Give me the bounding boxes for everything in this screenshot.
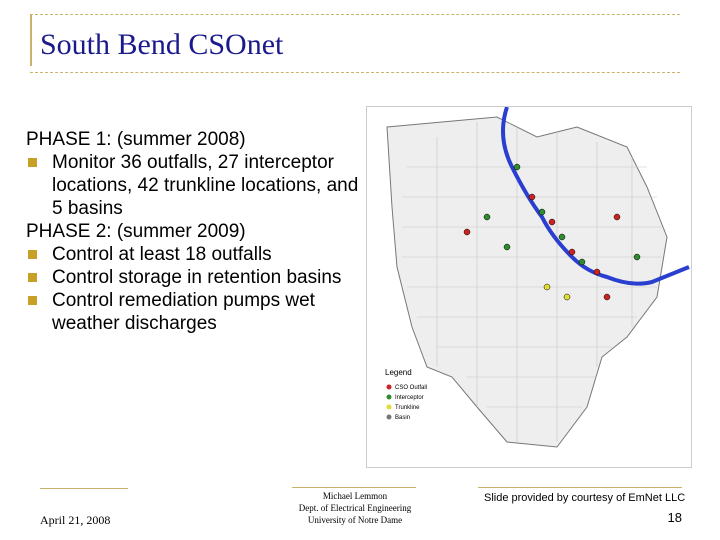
bullet-item	[26, 151, 366, 220]
footer-rule	[40, 488, 128, 489]
footer-date: April 21, 2008	[40, 513, 111, 527]
legend	[387, 385, 428, 422]
legend-item: Basin	[395, 415, 411, 421]
legend-item: CSO Outfall	[395, 385, 428, 391]
bullet-square-icon	[28, 296, 37, 305]
legend-title: Legend	[385, 368, 412, 377]
legend-symbol	[387, 405, 392, 410]
phase-2-heading: PHASE 2: (summer 2009)	[26, 221, 246, 242]
bullet-square-icon	[28, 250, 37, 259]
footer-rule	[292, 487, 416, 488]
legend-item: Interceptor	[395, 395, 424, 401]
page-number: 18	[667, 510, 682, 525]
bullet-square-icon	[28, 158, 37, 167]
phase-1-heading: PHASE 1: (summer 2008)	[26, 129, 246, 150]
footer-rule	[478, 487, 682, 488]
top-decorative-rule	[30, 14, 680, 16]
footer-credit: Slide provided by courtesy of EmNet LLC	[484, 492, 686, 504]
bullet-text: Monitor 36 outfalls, 27 interceptor locations, 42 trunkline locations, and 5 basins	[52, 152, 359, 219]
legend-symbol	[387, 415, 392, 420]
title-rule	[30, 72, 680, 73]
slide-title: South Bend CSOnet	[40, 28, 284, 61]
legend-item: Trunkline	[395, 405, 420, 411]
legend-symbol	[387, 385, 392, 390]
bullet-item	[26, 266, 366, 289]
bullet-square-icon	[28, 273, 37, 282]
bullet-text: Control at least 18 outfalls	[52, 244, 272, 265]
bullet-text: Control storage in retention basins	[52, 267, 342, 288]
presenter-department: Dept. of Electrical Engineering	[298, 503, 412, 513]
slide-body	[26, 128, 366, 335]
city-map	[366, 106, 692, 468]
legend-symbol	[387, 395, 392, 400]
bullet-text: Control remediation pumps wet weather discharges	[52, 290, 315, 334]
map-graphic	[367, 107, 691, 467]
left-decorative-rule	[30, 14, 32, 66]
presenter-name: Michael Lemmon	[322, 491, 388, 501]
bullet-item	[26, 243, 366, 266]
footer-presenter-block	[280, 490, 430, 526]
presenter-university: University of Notre Dame	[307, 515, 403, 525]
bullet-item	[26, 289, 366, 335]
